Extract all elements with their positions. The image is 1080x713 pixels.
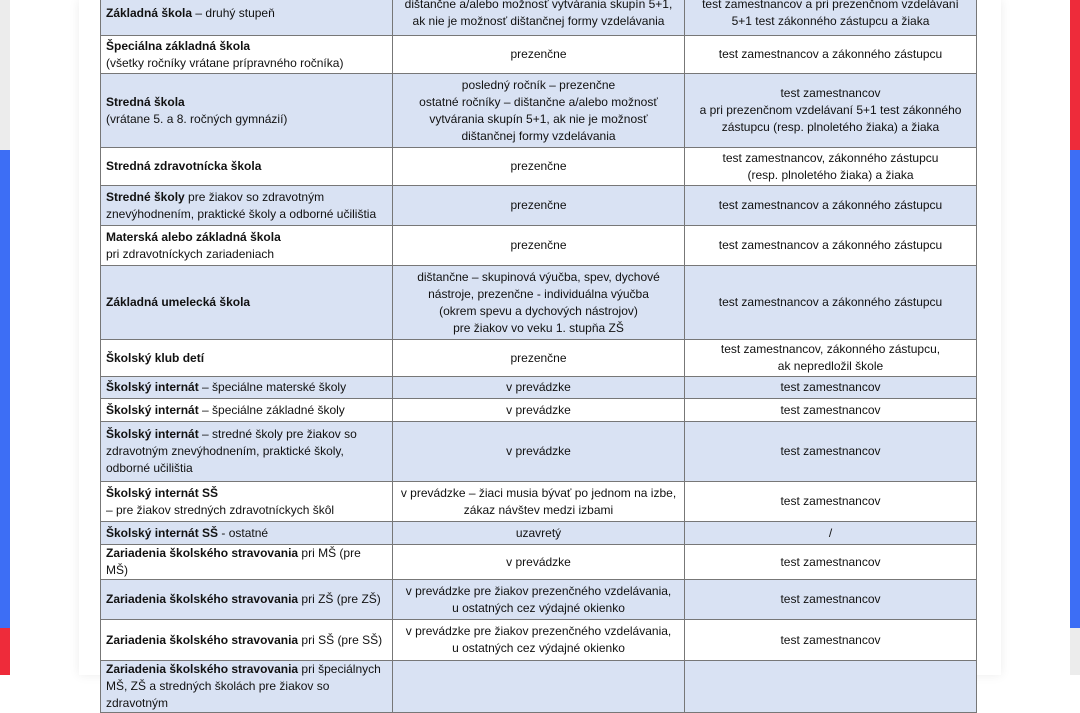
operation-mode-text: prezenčne [510,350,567,365]
facility-title: Zariadenia školského stravovania [106,546,299,560]
table-row [101,482,977,522]
operation-mode-cell [393,148,685,186]
table-row [101,148,977,186]
facility-title: Zariadenia školského stravovania [106,592,299,606]
operation-mode-cell [393,522,685,545]
facility-detail: – druhý stupeň [192,5,275,20]
left-edge-stripe [0,0,10,675]
testing-text: test zamestnancov [780,632,881,647]
testing-text: test zamestnancov, zákonného zástupcu, [720,342,941,356]
operation-mode-text: prezenčne [510,159,567,173]
facility-title: Školský internát [106,402,199,417]
testing-cell [685,482,977,522]
facility-detail: pri MŠ (pre MŠ) [106,546,361,577]
table-row [101,422,977,482]
facility-title: Stredná škola [106,94,185,109]
facility-title: Základná umelecká škola [106,295,251,309]
operation-mode-text: u ostatných cez výdajné okienko [452,641,625,655]
testing-text: test zamestnancov a zákonného zástupcu [718,47,943,61]
facility-title: Školský internát SŠ [106,525,219,540]
operation-mode-text: dištančnej formy vzdelávania [461,128,616,143]
facility-note: (vrátane 5. a 8. ročných gymnázií) [106,111,288,126]
facility-cell [101,399,393,422]
operation-mode-cell [393,74,685,148]
testing-text: test zamestnancov [780,494,881,508]
testing-text: test zamestnancov [780,402,881,417]
facility-detail: – stredné školy pre žiakov so [198,427,357,441]
testing-text: test zamestnancov [780,380,881,394]
facility-title: Stredná zdravotnícka škola [106,159,262,173]
table-row [101,266,977,340]
operation-mode-text: ostatné ročníky – dištančne a/alebo možnosť [419,94,658,109]
testing-cell [685,36,977,74]
facility-note: (všetky ročníky vrátane prípravného ročníka) [106,55,344,70]
operation-mode-cell [393,266,685,340]
facility-title: Školský internát [106,380,199,394]
facility-note: – pre žiakov stredných zdravotníckych škôl [106,502,335,517]
testing-cell [685,186,977,226]
testing-text: test zamestnancov, zákonného zástupcu [722,150,939,165]
operation-mode-cell [393,377,685,399]
operation-mode-text: pre žiakov vo veku 1. stupňa ZŠ [453,320,624,335]
operation-mode-cell [393,482,685,522]
facility-cell [101,377,393,399]
facility-cell [101,226,393,266]
facility-detail: pre žiakov so zdravotným [184,189,325,204]
testing-text: test zamestnancov a zákonného zástupcu [718,295,943,309]
table-row [101,74,977,148]
facility-title: Špeciálna základná škola [106,38,251,53]
operation-mode-text: u ostatných cez výdajné okienko [452,600,625,615]
facility-detail: pri ZŠ (pre ZŠ) [298,592,381,606]
facility-cell [101,148,393,186]
testing-text: test zamestnancov a pri prezenčnom vzdelávaní [702,0,959,11]
testing-text: ak nepredložil škole [777,359,884,373]
operation-mode-cell [393,545,685,580]
document-page [79,0,1001,710]
testing-cell [685,377,977,399]
facility-cell [101,580,393,620]
operation-mode-text: nástroje, prezenčne - individuálna výučba [428,286,649,301]
testing-text: test zamestnancov a zákonného zástupcu [718,238,943,252]
operation-mode-text: dištančne a/alebo možnosť vytvárania skupín 5+1, [404,0,673,11]
table-row [101,0,977,36]
facility-title: Stredné školy [106,189,185,204]
facility-detail: - ostatné [218,525,269,540]
testing-cell [685,399,977,422]
testing-cell [685,0,977,36]
operation-mode-text: v prevádzke pre žiakov prezenčného vzdelávania, [405,624,672,638]
facility-cell [101,522,393,545]
facility-cell [101,340,393,377]
facility-cell [101,0,393,36]
facility-detail: – špeciálne materské školy [198,380,347,394]
table-row [101,226,977,266]
operation-mode-text: uzavretý [515,525,562,540]
operation-mode-text: ak nie je možnosť dištančnej formy vzdelávania [412,14,665,28]
table-row [101,620,977,661]
facility-title: Základná škola [106,5,193,20]
testing-text: test zamestnancov a zákonného zástupcu [718,198,943,212]
operation-mode-text: prezenčne [510,238,567,252]
facility-cell [101,545,393,580]
operation-mode-text: v prevádzke [506,380,571,394]
table-row [101,399,977,422]
operation-mode-cell [393,340,685,377]
operation-mode-cell [393,399,685,422]
testing-cell [685,226,977,266]
right-edge-stripe [1070,0,1080,675]
testing-cell [685,422,977,482]
facility-cell [101,266,393,340]
testing-text: test zamestnancov [780,592,881,606]
operation-mode-text: vytvárania skupín 5+1, ak nie je možnosť [429,111,648,126]
testing-text: test zamestnancov [780,554,881,569]
operation-mode-cell [393,661,685,713]
facility-title: Zariadenia školského stravovania [106,662,299,676]
operation-mode-text: v prevádzke pre žiakov prezenčného vzdelávania, [405,583,672,598]
operation-mode-cell [393,36,685,74]
facility-title: Školský internát SŠ [106,485,219,500]
facility-title: Materská alebo základná škola [106,229,281,244]
operation-mode-text: prezenčne [510,198,567,212]
facility-title: Školský internát [106,427,199,441]
facility-detail: pri SŠ (pre SŠ) [298,632,383,647]
operation-mode-cell [393,186,685,226]
table-row [101,545,977,580]
testing-text: test zamestnancov [780,444,881,458]
operation-mode-text: v prevádzke [506,402,571,417]
operation-mode-cell [393,580,685,620]
facility-cell [101,36,393,74]
facility-cell [101,74,393,148]
operation-mode-text: v prevádzke [506,444,571,458]
testing-text: zástupcu (resp. plnoletého žiaka) a žiaka [721,120,940,134]
testing-cell [685,661,977,713]
testing-cell [685,74,977,148]
facility-cell [101,422,393,482]
table-row [101,377,977,399]
table-row [101,186,977,226]
operation-mode-text: posledný ročník – prezenčne [461,77,616,92]
table-row [101,522,977,545]
testing-cell [685,545,977,580]
operation-mode-text: v prevádzke – žiaci musia bývať po jednom na izbe, [400,485,677,500]
operation-mode-text: v prevádzke [506,554,571,569]
testing-text: a pri prezenčnom vzdelávaní 5+1 test zákonného [699,103,962,117]
table-row [101,661,977,713]
facility-cell [101,620,393,661]
testing-cell [685,340,977,377]
operation-mode-cell [393,0,685,36]
facility-note: zdravotným znevýhodnením, praktické školy, odborné učilištia [106,444,344,475]
operation-mode-text: (okrem spevu a dychových nástrojov) [439,303,638,318]
facility-cell [101,186,393,226]
testing-text: test zamestnancov [780,86,881,100]
testing-cell [685,620,977,661]
testing-cell [685,580,977,620]
facility-title: Školský klub detí [106,350,205,365]
table-row [101,340,977,377]
facility-note: znevýhodnením, praktické školy a odborné učilištia [106,206,377,221]
operation-mode-text: prezenčne [510,47,567,61]
facility-cell [101,661,393,713]
facility-detail: pri špeciálnych [298,662,381,676]
testing-cell [685,148,977,186]
school-operations-table [100,0,977,713]
testing-cell [685,266,977,340]
operation-mode-cell [393,620,685,661]
operation-mode-cell [393,226,685,266]
facility-note: pri zdravotníckych zariadeniach [106,246,275,261]
operation-mode-text: zákaz návštev medzi izbami [463,502,614,517]
table-row [101,580,977,620]
testing-text: 5+1 test zákonného zástupcu a žiaka [731,14,930,28]
facility-detail: – špeciálne základné školy [198,402,345,417]
table-row [101,36,977,74]
operation-mode-text: dištančne – skupinová výučba, spev, dychové [417,269,660,284]
facility-title: Zariadenia školského stravovania [106,632,299,647]
testing-text: / [828,525,833,540]
facility-cell [101,482,393,522]
operation-mode-cell [393,422,685,482]
facility-note: MŠ, ZŠ a stredných školách pre žiakov so zdravotným [106,679,330,710]
testing-cell [685,522,977,545]
testing-text: (resp. plnoletého žiaka) a žiaka [747,167,914,182]
